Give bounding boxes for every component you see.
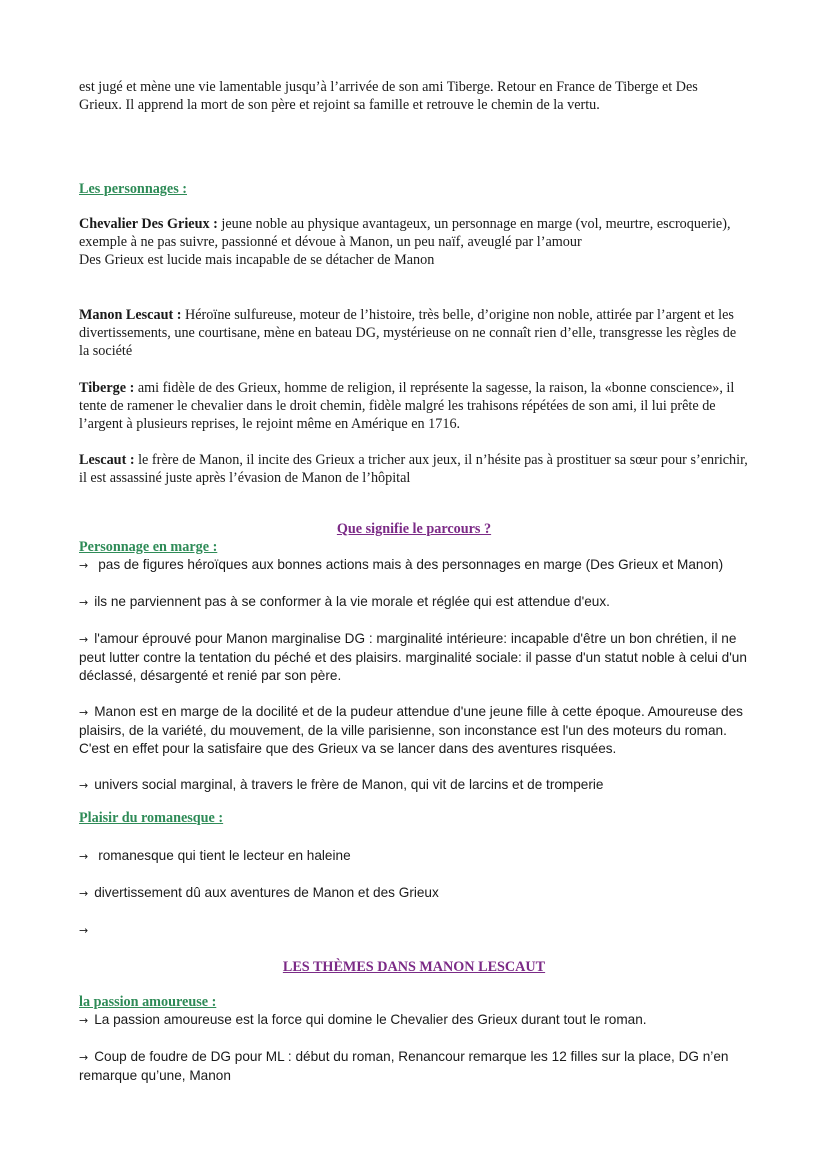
marge-item-4 [79,703,749,758]
arrow-icon: → [79,887,89,900]
arrow-icon: → [79,1014,89,1027]
passion-item-2-text: Coup de foudre de DG pour ML : début du roman, Renancour remarque les 12 filles sur la place, DG n’en remarque qu’une, Manon [79,1049,729,1083]
tiberge-paragraph [79,379,749,433]
intro-paragraph [79,78,749,114]
passion-item-1 [79,1011,749,1030]
personnages-heading: Les personnages : [79,181,187,197]
marge-item-2 [79,593,749,612]
plaisir-heading: Plaisir du romanesque : [79,810,224,826]
marge-item-5-text: univers social marginal, à travers le frère de Manon, qui vit de larcins et de tromperie [94,777,604,792]
arrow-icon: → [79,596,89,609]
passion-heading: la passion amoureuse : [79,994,217,1010]
intro-line-2: Grieux. Il apprend la mort de son père et rejoint sa famille et retrouve le chemin de la vertu. [79,97,600,113]
marge-item-1-text: pas de figures héroïques aux bonnes actions mais à des personnages en marge (Des Grieux et Manon) [98,557,724,572]
themes-heading: LES THÈMES DANS MANON LESCAUT [282,959,546,975]
intro-line-1: est jugé et mène une vie lamentable jusqu’à l’arrivée de son ami Tiberge. Retour en France de Tiberge et Des [79,79,698,95]
marge-item-5 [79,776,749,795]
des-grieux-text-2: Des Grieux est lucide mais incapable de se détacher de Manon [79,252,435,268]
marge-item-3-text: l'amour éprouvé pour Manon marginalise DG : marginalité intérieure: incapable d'être un bon chrétien, il ne peut lutter contre la tentation du péché et des plaisirs. marginalité sociale: il passe d'un statut noble à celui d'un déclassé, désargenté et renié par son père. [79,631,747,683]
tiberge-text: ami fidèle de des Grieux, homme de religion, il représente la sagesse, la raison, la «bonne conscience», il tente de ramener le chevalier dans le droit chemin, fidèle malgré les trahisons répétées de son ami, il lui prête de l’argent à plusieurs reprises, le rejoint même en Amérique en 1716. [79,380,735,432]
arrow-icon: → [79,706,89,719]
passion-item-2 [79,1048,749,1085]
marge-item-1 [79,556,749,575]
marge-item-4-text: Manon est en marge de la docilité et de la pudeur attendue d'une jeune fille à cette époque. Amoureuse des plaisirs, de la variété, du mouvement, de la ville parisienne, son inconstance est l'un des moteurs du roman. C'est en effet pour la satisfaire que des Grieux va se lancer dans des aventures risquées. [79,704,743,756]
manon-label: Manon Lescaut : [79,307,182,323]
arrow-icon: → [79,633,89,646]
plaisir-item-1 [79,847,749,866]
des-grieux-label: Chevalier Des Grieux : [79,216,218,232]
plaisir-item-3 [79,921,749,940]
marge-heading: Personnage en marge : [79,539,218,555]
marge-item-2-text: ils ne parviennent pas à se conformer à la vie morale et réglée qui est attendue d'eux. [94,594,610,609]
lescaut-label: Lescaut : [79,452,135,468]
arrow-icon: → [79,850,89,863]
arrow-icon: → [79,559,89,572]
tiberge-label: Tiberge : [79,380,135,396]
manon-paragraph [79,306,749,360]
des-grieux-paragraph [79,215,749,269]
plaisir-item-2 [79,884,749,903]
lescaut-text: le frère de Manon, il incite des Grieux a tricher aux jeux, il n’hésite pas à prostituer sa sœur pour s’enrichir, il est assassiné juste après l’évasion de Manon de l’hôpital [79,452,748,486]
arrow-icon: → [79,779,89,792]
arrow-icon: → [79,1051,89,1064]
plaisir-item-2-text: divertissement dû aux aventures de Manon et des Grieux [94,885,439,900]
plaisir-item-1-text: romanesque qui tient le lecteur en haleine [98,848,351,863]
lescaut-paragraph [79,451,749,487]
document-page [79,78,749,1085]
arrow-icon: → [79,924,89,937]
des-grieux-text: jeune noble au physique avantageux, un personnage en marge (vol, meurtre, escroquerie), exemple à ne pas suivre, passionné et dévoue à Manon, un peu naïf, aveuglé par l’amour [79,216,731,250]
marge-item-3 [79,630,749,685]
passion-item-1-text: La passion amoureuse est la force qui domine le Chevalier des Grieux durant tout le roman. [94,1012,647,1027]
parcours-heading: Que signifie le parcours ? [336,521,492,537]
manon-text: Héroïne sulfureuse, moteur de l’histoire, très belle, d’origine non noble, attirée par l’argent et les divertissements, une courtisane, mène en bateau DG, mystérieuse on ne connaît rien d’elle, transgresse les règles de la société [79,307,737,359]
